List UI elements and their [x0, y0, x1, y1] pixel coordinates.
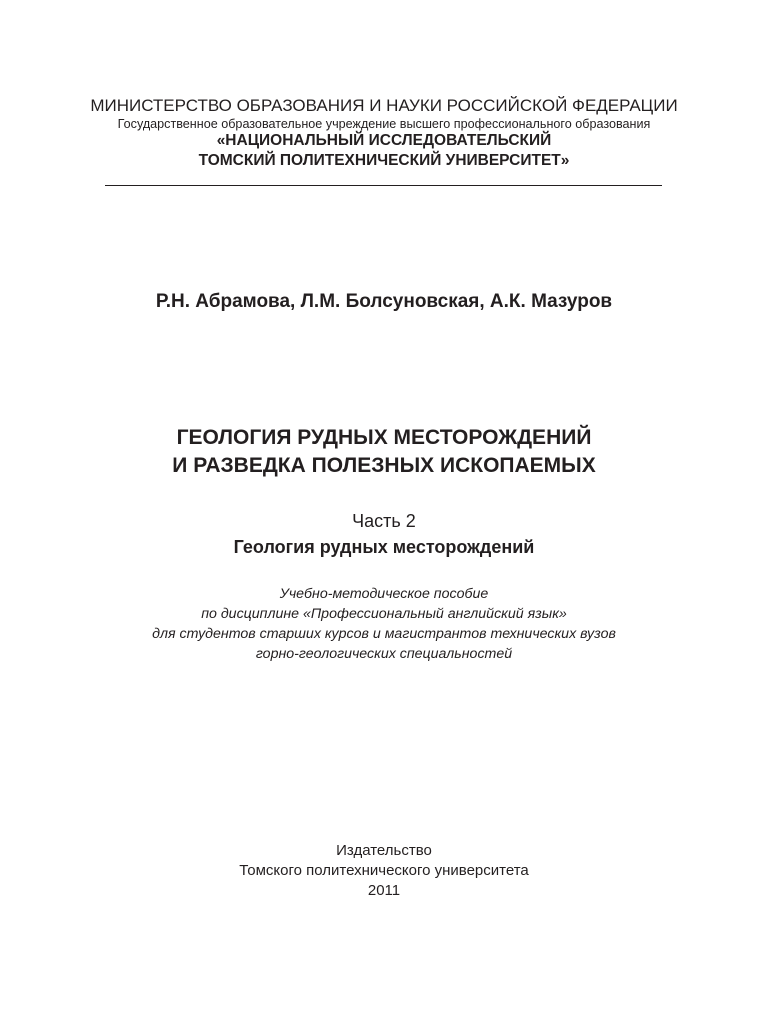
description-line: Учебно-методическое пособие: [279, 586, 489, 602]
university-name-line1: «НАЦИОНАЛЬНЫЙ ИССЛЕДОВАТЕЛЬСКИЙ: [216, 132, 552, 149]
header-divider: [105, 185, 662, 186]
authors: Р.Н. Абрамова, Л.М. Болсуновская, А.К. Мазуров: [155, 291, 613, 312]
part-subtitle: Геология рудных месторождений: [233, 537, 535, 557]
publisher-label: Издательство: [336, 842, 432, 859]
description-line: для студентов старших курсов и магистрантов технических вузов: [152, 626, 616, 642]
university-name-line2: ТОМСКИЙ ПОЛИТЕХНИЧЕСКИЙ УНИВЕРСИТЕТ»: [198, 152, 570, 169]
publication-year: 2011: [367, 882, 401, 899]
institution-type: Государственное образовательное учреждение высшего профессионального образования: [117, 117, 651, 131]
ministry-name: МИНИСТЕРСТВО ОБРАЗОВАНИЯ И НАУКИ РОССИЙСКОЙ ФЕДЕРАЦИИ: [90, 96, 678, 115]
description-line: горно-геологических специальностей: [255, 646, 513, 662]
part-label: Часть 2: [352, 511, 416, 531]
publisher-name: Томского политехнического университета: [239, 862, 529, 879]
book-title-line2: И РАЗВЕДКА ПОЛЕЗНЫХ ИСКОПАЕМЫХ: [172, 454, 596, 477]
description-line: по дисциплине «Профессиональный английский язык»: [201, 606, 567, 622]
book-title-line1: ГЕОЛОГИЯ РУДНЫХ МЕСТОРОЖДЕНИЙ: [176, 426, 592, 449]
